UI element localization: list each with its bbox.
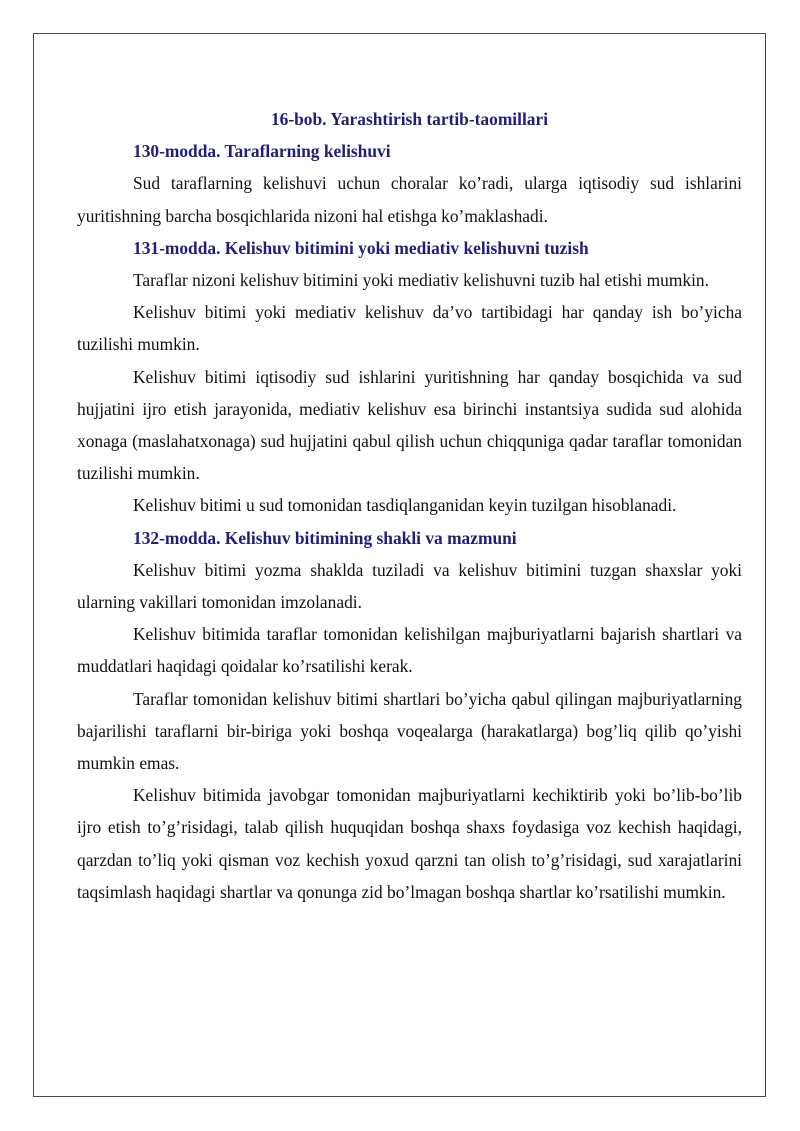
paragraph: Kelishuv bitimi yozma shaklda tuziladi va kelishuv bitimini tuzgan shaxslar yoki ularning vakillari tomonidan imzolanadi. bbox=[77, 559, 742, 613]
paragraph: Taraflar tomonidan kelishuv bitimi shartlari bo’yicha qabul qilingan majburiyatlarning bajarilishi taraflarni bir-biriga yoki boshqa voqealarga (harakatlarga) bog’liq qilib qo’yishi mumkin emas. bbox=[77, 688, 742, 774]
paragraph: Kelishuv bitimi iqtisodiy sud ishlarini yuritishning har qanday bosqichida va sud hujjatini ijro etish jarayonida, mediativ kelishuv esa birinchi instantsiya sudida sud alohida xonaga (maslahatxonaga) sud hujjatini qabul qilish uchun chiqquniga qadar taraflar tomonidan tuzilishi mumkin. bbox=[77, 366, 742, 484]
article-heading: 130-modda. Taraflarning kelishuvi bbox=[133, 141, 391, 162]
paragraph: Kelishuv bitimi yoki mediativ kelishuv da’vo tartibidagi har qanday ish bo’yicha tuzilishi mumkin. bbox=[77, 302, 742, 355]
chapter-title: 16-bob. Yarashtirish tartib-taomillari bbox=[270, 109, 549, 129]
paragraph: Sud taraflarning kelishuvi uchun choralar ko’radi, ularga iqtisodiy sud ishlarini yuritishning barcha bosqichlarida nizoni hal etishga ko’maklashadi. bbox=[77, 173, 742, 226]
article-131 bbox=[77, 232, 742, 522]
paragraph: Kelishuv bitimi u sud tomonidan tasdiqlanganidan keyin tuzilgan hisoblanadi. bbox=[133, 495, 677, 516]
article-heading: 132-modda. Kelishuv bitimining shakli va mazmuni bbox=[133, 527, 517, 548]
paragraph: Kelishuv bitimida javobgar tomonidan majburiyatlarni kechiktirib yoki bo’lib-bo’lib ijro etish to’g’risidagi, talab qilish huquqidan boshqa shaxs foydasiga voz kechish haqidagi, qarzdan to’liq yoki qisman voz kechish yoxud qarzni tan olish to’g’risidagi, sud xarajatlarini taqsimlash haqidagi shartlar va qonunga zid bo’lmagan boshqa shartlar ko’rsatilishi mumkin. bbox=[77, 785, 742, 902]
paragraph: Taraflar nizoni kelishuv bitimini yoki mediativ kelishuvni tuzib hal etishi mumkin. bbox=[133, 270, 709, 291]
paragraph: Kelishuv bitimida taraflar tomonidan kelishilgan majburiyatlarni bajarish shartlari va muddatlari haqidagi qoidalar ko’rsatilishi kerak. bbox=[77, 624, 742, 677]
article-132 bbox=[77, 522, 742, 908]
document-body bbox=[77, 103, 742, 908]
article-130 bbox=[77, 135, 742, 232]
article-heading: 131-modda. Kelishuv bitimini yoki mediativ kelishuvni tuzish bbox=[133, 237, 589, 258]
